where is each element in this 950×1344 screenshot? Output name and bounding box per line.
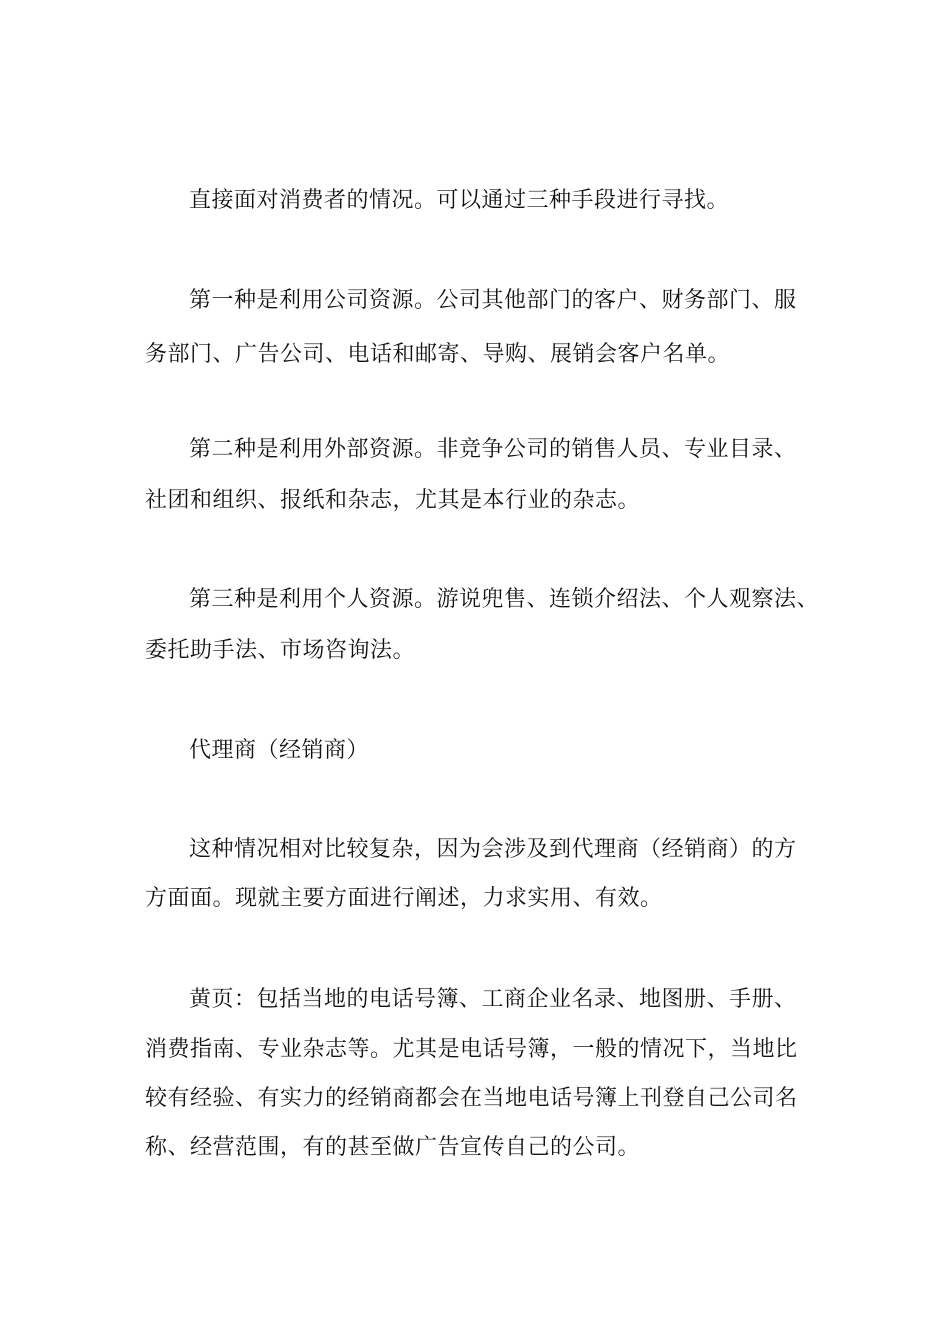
paragraph-3-line-1: 第二种是利用外部资源。非竞争公司的销售人员、专业目录、 [189, 437, 797, 462]
paragraph-1-line-1: 直接面对消费者的情况。可以通过三种手段进行寻找。 [189, 188, 730, 213]
paragraph-6-line-2: 方面面。现就主要方面进行阐述，力求实用、有效。 [145, 886, 663, 911]
paragraph-7-line-1: 黄页：包括当地的电话号簿、工商企业名录、地图册、手册、 [189, 987, 797, 1012]
paragraph-3-line-2: 社团和组织、报纸和杂志，尤其是本行业的杂志。 [145, 488, 641, 513]
paragraph-4-line-1: 第三种是利用个人资源。游说兜售、连锁介绍法、个人观察法、 [189, 587, 820, 612]
paragraph-7-line-2: 消费指南、专业杂志等。尤其是电话号簿，一般的情况下，当地比 [145, 1037, 798, 1062]
paragraph-6-line-1: 这种情况相对比较复杂，因为会涉及到代理商（经销商）的方 [189, 837, 797, 862]
paragraph-4-line-2: 委托助手法、市场咨询法。 [145, 638, 416, 663]
paragraph-2-line-1: 第一种是利用公司资源。公司其他部门的客户、财务部门、服 [189, 288, 797, 313]
section-heading-agent: 代理商（经销商） [189, 738, 370, 763]
paragraph-7-line-4: 称、经营范围，有的甚至做广告宣传自己的公司。 [145, 1135, 641, 1160]
paragraph-2-line-2: 务部门、广告公司、电话和邮寄、导购、展销会客户名单。 [145, 342, 731, 367]
paragraph-7-line-3: 较有经验、有实力的经销商都会在当地电话号簿上刊登自己公司名 [145, 1086, 798, 1111]
